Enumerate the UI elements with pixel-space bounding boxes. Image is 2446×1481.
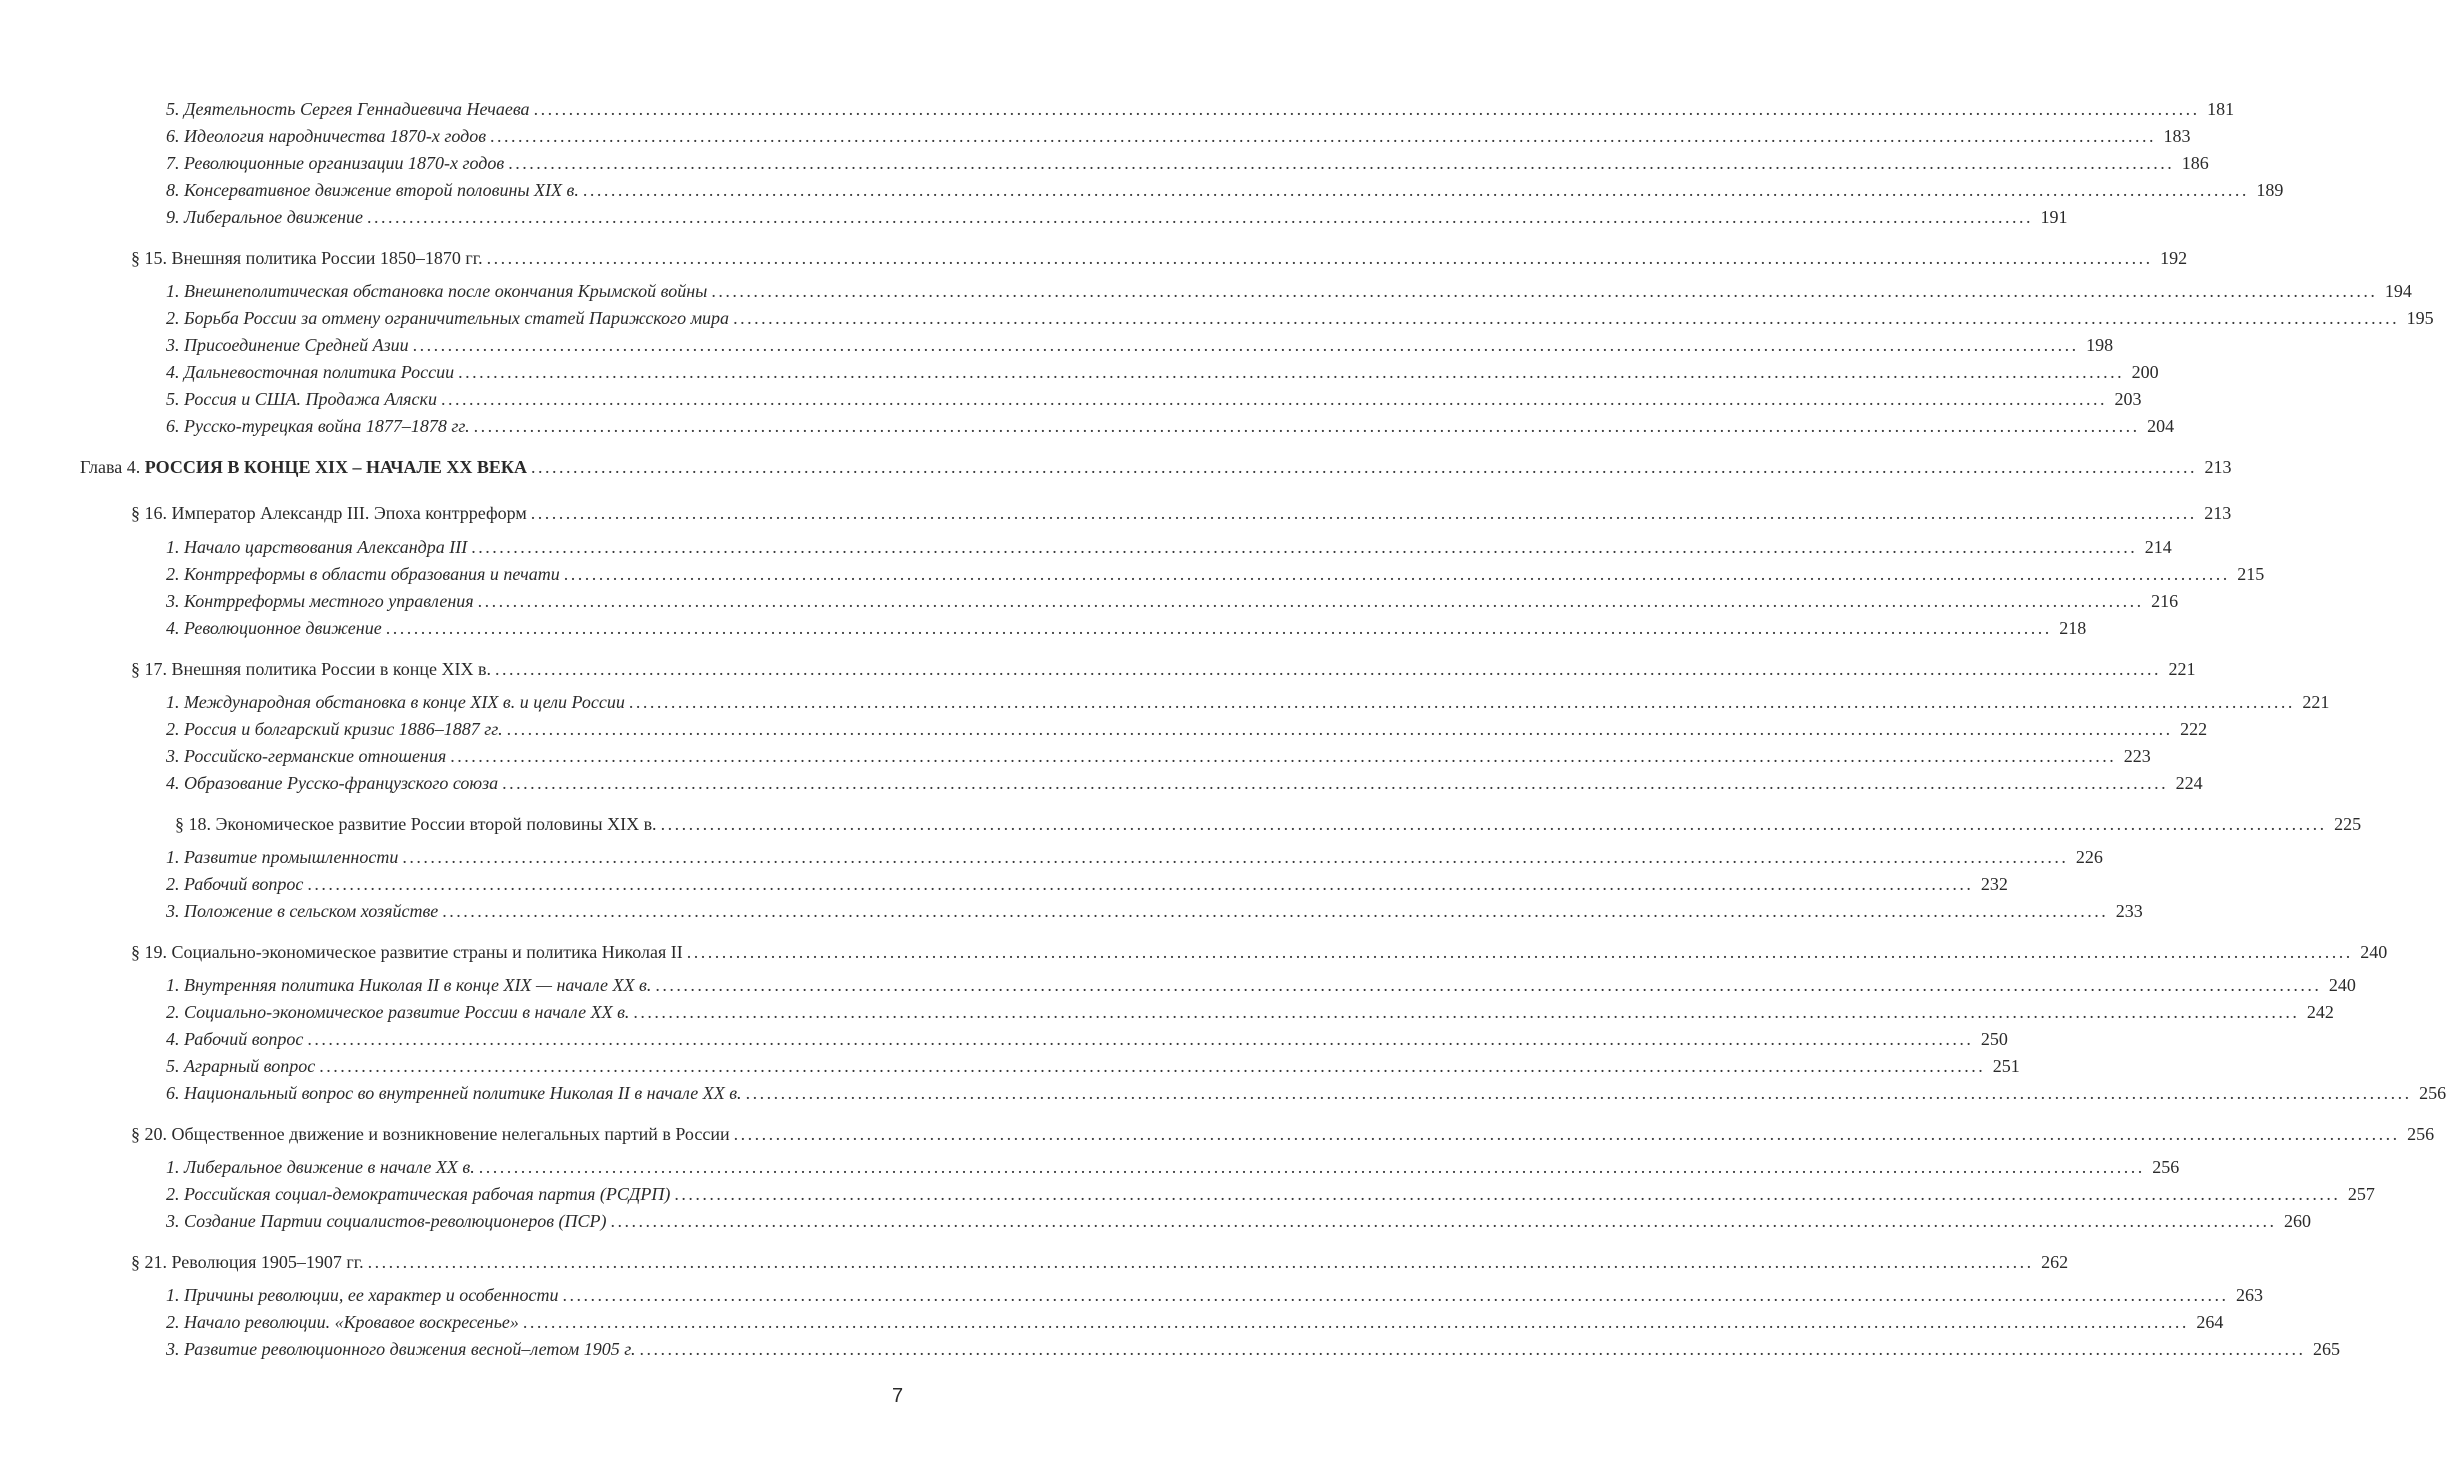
dot-leader [640, 1336, 2303, 1362]
toc-subsection: 4. Дальневосточная политика России . . . 200 [166, 359, 906, 385]
dot-leader [655, 972, 2318, 998]
dot-leader [711, 278, 2374, 304]
toc-section: § 21. Революция 1905–1907 гг. . . . 262 [131, 1249, 906, 1275]
dot-leader [442, 898, 2105, 924]
chapter-prefix: Глава 4. [80, 457, 141, 477]
dot-leader [746, 1080, 2409, 1106]
toc-subsection: 9. Либеральное движение . . . 191 [166, 204, 906, 230]
toc-subsection: 1. Развитие промышленности . . . 226 [166, 844, 906, 870]
dot-leader [450, 743, 2113, 769]
dot-leader [502, 770, 2165, 796]
dot-leader [611, 1208, 2274, 1234]
toc-subsection: 4. Образование Русско-французского союза . . . 224 [166, 770, 906, 796]
dot-leader [307, 1026, 1970, 1052]
dot-leader [531, 500, 2194, 526]
toc-subsection: 1. Причины революции, ее характер и особенности . . . 263 [166, 1282, 906, 1308]
dot-leader [562, 1282, 2225, 1308]
dot-leader [307, 871, 1970, 897]
toc-subsection: 1. Внутренняя политика Николая II в конце XIX — начале XX в. . . . 240 [166, 972, 906, 998]
toc-subsection: 3. Присоединение Средней Азии . . . 198 [166, 332, 906, 358]
toc-subsection: 1. Внешнеполитическая обстановка после окончания Крымской войны . . . 194 [166, 278, 906, 304]
dot-leader [402, 844, 2065, 870]
toc-subsection: 1. Либеральное движение в начале XX в. . . . 256 [166, 1154, 906, 1180]
toc-subsection: 2. Борьба России за отмену ограничительных статей Парижского мира . . . 195 [166, 305, 906, 331]
toc-subsection: 3. Положение в сельском хозяйстве . . . 233 [166, 898, 906, 924]
dot-leader [534, 96, 2197, 122]
dot-leader [368, 1249, 2031, 1275]
dot-leader [319, 1053, 1982, 1079]
toc-subsection: 6. Идеология народничества 1870-х годов . . . 183 [166, 123, 906, 149]
dot-leader [507, 716, 2170, 742]
dot-leader [629, 689, 2292, 715]
toc-subsection: 5. Аграрный вопрос . . . 251 [166, 1053, 906, 1079]
toc-subsection: 3. Создание Партии социалистов-революционеров (ПСР) . . . 260 [166, 1208, 906, 1234]
dot-leader [661, 811, 2324, 837]
toc-subsection: 2. Россия и болгарский кризис 1886–1887 гг. . . . 222 [166, 716, 906, 742]
dot-leader [531, 454, 2194, 480]
toc-section: § 17. Внешняя политика России в конце XIX в. . . . 221 [131, 656, 906, 682]
dot-leader [487, 245, 2150, 271]
dot-leader [367, 204, 2030, 230]
toc-subsection: 4. Революционное движение . . . 218 [166, 615, 906, 641]
toc-subsection: 7. Революционные организации 1870-х годов . . . 186 [166, 150, 906, 176]
dot-leader [474, 413, 2137, 439]
toc-subsection: 2. Социально-экономическое развитие России в начале XX в. . . . 242 [166, 999, 906, 1025]
toc-subsection: 5. Россия и США. Продажа Аляски . . . 203 [166, 386, 906, 412]
dot-leader [733, 305, 2396, 331]
toc-subsection: 2. Рабочий вопрос . . . 232 [166, 871, 906, 897]
toc-subsection: 5. Деятельность Сергея Геннадиевича Нечаева . . . 181 [166, 96, 906, 122]
dot-leader [734, 1121, 2397, 1147]
page-number: 7 [892, 1385, 904, 1407]
dot-leader [479, 1154, 2142, 1180]
toc-subsection: 2. Российская социал-демократическая рабочая партия (РСДРП) . . . 257 [166, 1181, 906, 1207]
dot-leader [687, 939, 2350, 965]
toc-subsection: 1. Международная обстановка в конце XIX в. и цели России . . . 221 [166, 689, 906, 715]
toc-section: § 15. Внешняя политика России 1850–1870 гг. . . . 192 [131, 245, 906, 271]
dot-leader [674, 1181, 2337, 1207]
toc-subsection: 2. Начало революции. «Кровавое воскресенье» . . . 264 [166, 1309, 906, 1335]
dot-leader [458, 359, 2121, 385]
dot-leader [523, 1309, 2186, 1335]
toc-subsection: 4. Рабочий вопрос . . . 250 [166, 1026, 906, 1052]
toc-chapter: Глава 4. РОССИЯ В КОНЦЕ XIX – НАЧАЛЕ XX ВЕКА . . . 213 [80, 454, 906, 480]
toc-section: § 20. Общественное движение и возникновение нелегальных партий в России . . . 256 [131, 1121, 906, 1147]
dot-leader [508, 150, 2171, 176]
toc-subsection: 3. Развитие революционного движения весной–летом 1905 г. . . . 265 [166, 1336, 906, 1362]
toc-subsection: 3. Контрреформы местного управления . . . 216 [166, 588, 906, 614]
dot-leader [633, 999, 2296, 1025]
toc-subsection: 8. Консервативное движение второй половины XIX в. . . . 189 [166, 177, 906, 203]
toc-section: § 18. Экономическое развитие России второй половины XIX в. . . . 225 [175, 811, 906, 837]
dot-leader [495, 656, 2158, 682]
dot-leader [490, 123, 2153, 149]
dot-leader [478, 588, 2141, 614]
toc-subsection: 6. Национальный вопрос во внутренней политике Николая II в начале XX в. . . . 256 [166, 1080, 906, 1106]
dot-leader [386, 615, 2049, 641]
toc-subsection: 2. Контрреформы в области образования и печати . . . 215 [166, 561, 906, 587]
toc-section: § 16. Император Александр III. Эпоха контрреформ . . . 213 [131, 500, 906, 526]
toc-section: § 19. Социально-экономическое развитие страны и политика Николая II . . . 240 [131, 939, 906, 965]
dot-leader [471, 534, 2134, 560]
dot-leader [441, 386, 2104, 412]
dot-leader [564, 561, 2227, 587]
dot-leader [583, 177, 2246, 203]
chapter-title: РОССИЯ В КОНЦЕ XIX – НАЧАЛЕ XX ВЕКА [144, 457, 527, 477]
dot-leader [413, 332, 2076, 358]
toc-subsection: 6. Русско-турецкая война 1877–1878 гг. . . . 204 [166, 413, 906, 439]
toc-subsection: 1. Начало царствования Александра III . . . 214 [166, 534, 906, 560]
toc-subsection: 3. Российско-германские отношения . . . 223 [166, 743, 906, 769]
